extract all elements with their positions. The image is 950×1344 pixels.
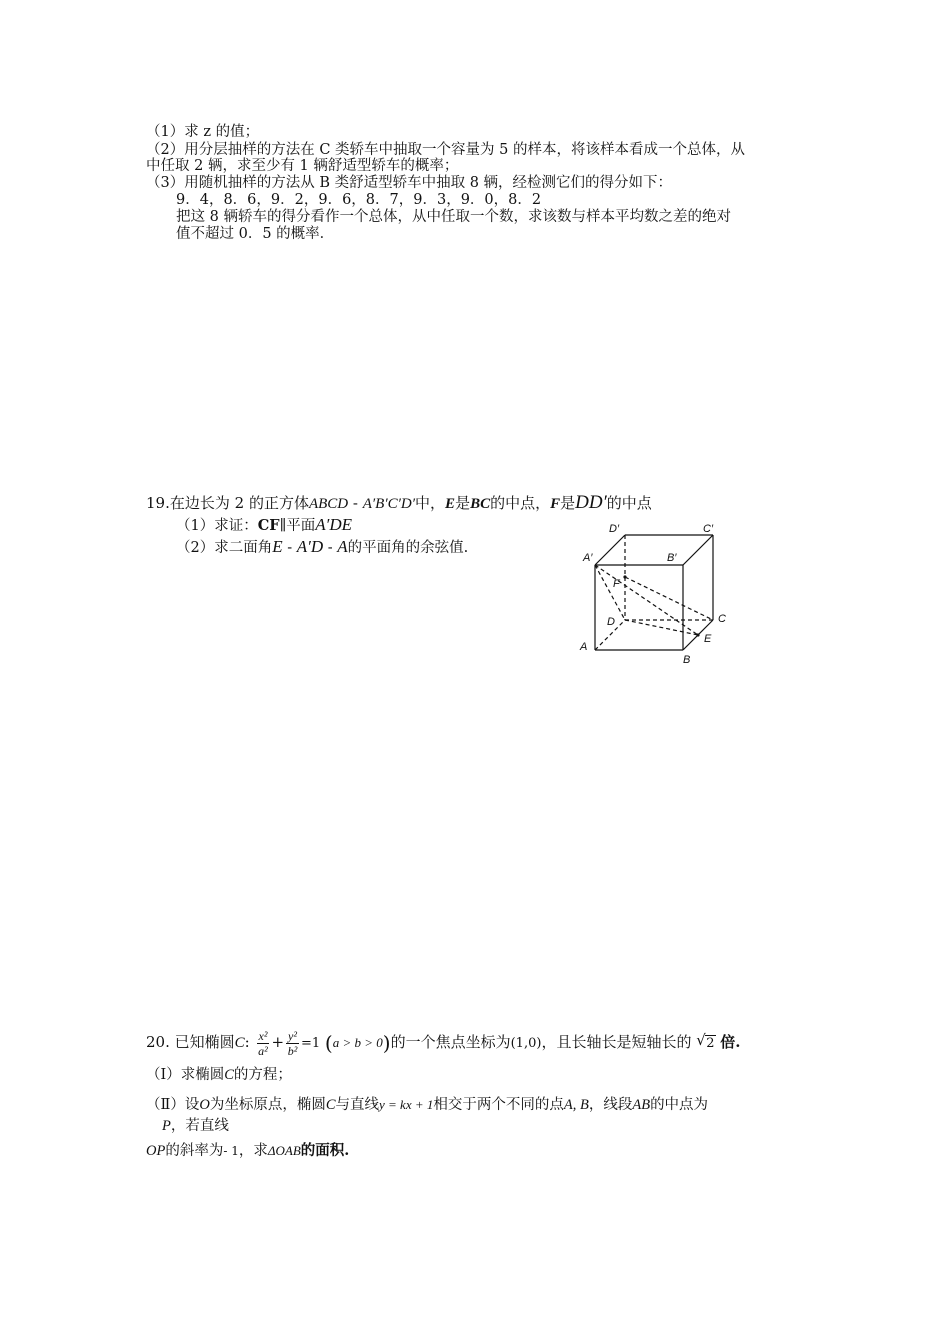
q19-segment-bc: BC (470, 496, 491, 512)
q20-part1-label: （Ⅰ）求椭圆 (146, 1067, 225, 1083)
q19-sub2-label: （2）求二面角 (176, 540, 273, 556)
label-c: C (718, 613, 726, 625)
q19-cube-top: A′B′C′D′ (362, 496, 416, 512)
q19-text: 是 (455, 494, 471, 512)
q18-part3-line1: （3）用随机抽样的方法从 B 类舒适型轿车中抽取 8 辆，经检测它们的得分如下： (146, 175, 673, 191)
q20-equals: =1 (300, 1036, 321, 1051)
q19-sub1-label: （1）求证： (176, 518, 258, 534)
q20-text: ，求 (238, 1143, 268, 1159)
label-cp: C′ (703, 523, 714, 535)
q20-sqrt: √ 2 (696, 1031, 715, 1051)
q20-text: 相交于两个不同的点 (433, 1097, 564, 1113)
q20-condition: a > b > 0 (332, 1035, 383, 1050)
q19-angle-a: A (337, 537, 348, 556)
q20-text: 为坐标原点，椭圆 (209, 1097, 326, 1113)
q19-dash: - (348, 494, 363, 512)
q20-text: 的中点为 (650, 1097, 709, 1113)
q18-scores: 9．4，8．6，9．2，9．6，8．7，9．3，9．0，8．2 (176, 192, 542, 208)
q20-line-op: OP (146, 1143, 166, 1159)
q20-focus: (1,0) (510, 1036, 542, 1051)
q20-part1-text: 的方程； (233, 1067, 292, 1083)
edge-ap-dp (595, 535, 625, 565)
q20-origin: O (199, 1097, 210, 1113)
q20-part2-label: （Ⅱ）设 (146, 1097, 200, 1113)
q19-plane: A′DE (315, 515, 353, 534)
q19-segment-dd: DD′ (575, 492, 607, 513)
q19-text: 的中点， (490, 494, 551, 512)
label-bp: B′ (667, 552, 677, 564)
q19-segment-cf: CF (257, 517, 280, 534)
q19-cube-name: ABCD (308, 496, 349, 512)
q20-text: 的面积. (300, 1142, 350, 1159)
label-ap: A′ (583, 552, 593, 564)
q19-number: 19. (146, 494, 170, 512)
frac-numerator: x² (258, 1028, 268, 1043)
q20-text: ，线段 (588, 1097, 633, 1113)
frac-denominator: a² (258, 1043, 268, 1058)
frac-denominator: b² (287, 1043, 298, 1058)
q19-text: 是 (560, 494, 576, 512)
q20-segment-ab: AB (632, 1097, 651, 1113)
q20-midpoint: P (162, 1118, 171, 1134)
q20-sqrt-radicand: 2 (706, 1036, 715, 1051)
label-d: D (607, 616, 615, 628)
q19-point-e: E (445, 496, 456, 512)
q20-line-eq: y = kx + 1 (379, 1097, 434, 1112)
point-f (623, 575, 626, 578)
q20-part2-line3 (146, 1142, 349, 1160)
q20-part2-line2 (162, 1118, 229, 1135)
q20-slope: - 1 (223, 1144, 239, 1158)
label-f: F (613, 578, 620, 590)
label-e: E (704, 633, 712, 645)
q19-text: 在边长为 2 的正方体 (169, 494, 309, 512)
cube-figure (575, 515, 735, 665)
q20-number: 20. (146, 1033, 170, 1051)
q20-text: 倍. (720, 1033, 741, 1051)
q20-ellipse-ref: C (224, 1067, 234, 1083)
q19-text: 中， (415, 494, 446, 512)
q19-sub2-text: 的平面角的余弦值. (347, 540, 469, 556)
q19-sub1 (176, 516, 352, 535)
q20-stem: 20. 已知椭圆C: $\frac{\text{x²}}{\text{a²}}$ + $\frac{\text{y²}}{\text{b²}}$ =1 (a > b > 0)的一个焦点坐标为(1,0)，且长轴长是短轴长的 √ 2 倍. (146, 1022, 741, 1062)
q19-sub2 (176, 538, 468, 557)
q18-part2-line1: （2）用分层抽样的方法在 C 类轿车中抽取一个容量为 5 的样本，将该样本看成一个总体，从 (146, 142, 745, 158)
q20-triangle: ΔOAB (267, 1143, 301, 1158)
q18-part1: （1）求 z 的值； (146, 124, 260, 140)
q19-dash: - (282, 540, 297, 556)
q20-text: 的斜率为 (165, 1143, 224, 1159)
q19-sub1-text: ∥平面 (279, 518, 316, 534)
q19-text: 的中点 (606, 494, 652, 512)
q20-text: ，若直线 (170, 1118, 229, 1134)
label-b: B (683, 654, 691, 665)
q20-part1 (146, 1067, 292, 1084)
q18-part3-line2: 把这 8 辆轿车的得分看作一个总体，从中任取一个数，求该数与样本平均数之差的绝对 (176, 209, 731, 225)
q19-point-f: F (550, 496, 561, 512)
q20-frac-y (286, 1029, 299, 1058)
q18-part3-line3: 值不超过 0．5 的概率． (176, 226, 335, 242)
q20-text: 的一个焦点坐标为 (390, 1033, 511, 1051)
q20-plus: + (271, 1033, 285, 1051)
q20-part2-line1 (146, 1096, 708, 1114)
frac-numerator: y² (288, 1028, 297, 1043)
q20-points: A, B (563, 1097, 589, 1113)
q20-frac-x (257, 1029, 270, 1058)
q19-dash: - (323, 540, 338, 556)
label-dp: D′ (609, 523, 620, 535)
q20-text: 与直线 (335, 1097, 380, 1113)
q20-ellipse-ref: C (325, 1097, 336, 1113)
q18-part2-line2: 中任取 2 辆，求至少有 1 辆舒适型轿车的概率； (146, 158, 459, 174)
segment-d-e (625, 620, 698, 635)
label-a: A (580, 641, 588, 653)
q20-colon: : (244, 1033, 250, 1051)
q19-stem (146, 494, 652, 513)
point-e (696, 633, 699, 636)
edge-bp-cp (683, 535, 713, 565)
segment-ap-d (595, 565, 625, 620)
q20-text: ，且长轴长是短轴长的 (541, 1033, 692, 1051)
segment-f-c (625, 577, 713, 620)
q20-ellipse-name: C (234, 1035, 245, 1051)
q19-angle-e: E (272, 537, 283, 556)
q20-text: 已知椭圆 (174, 1033, 235, 1051)
q19-angle-edge: A′D (296, 537, 324, 556)
